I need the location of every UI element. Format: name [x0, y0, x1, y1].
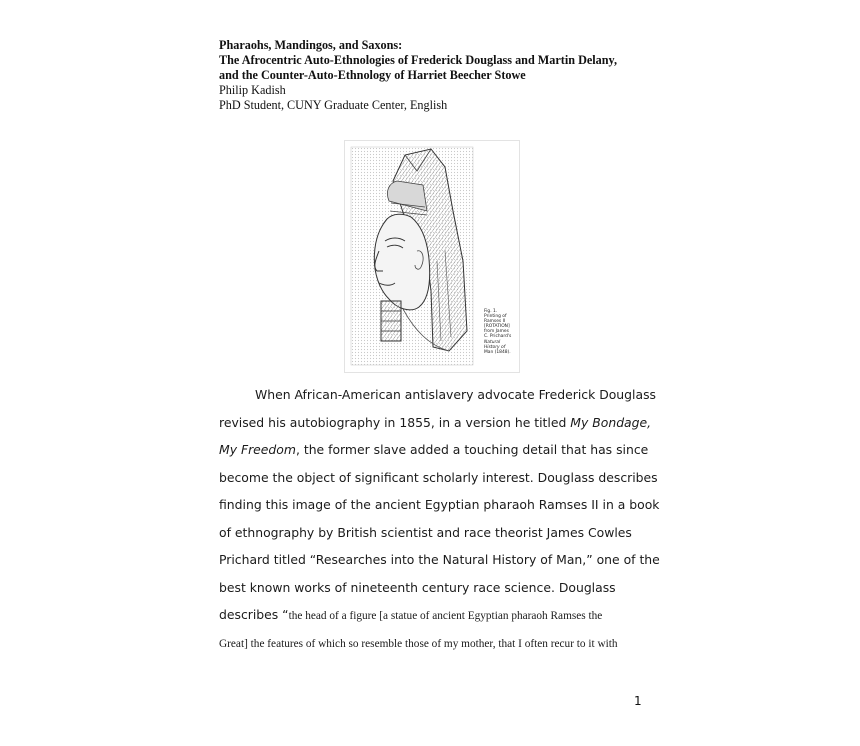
body-line-7: Prichard titled “Researches into the Natural History of Man,” one of the [219, 552, 660, 567]
body-line-5: finding this image of the ancient Egyptian pharaoh Ramses II in a book [219, 497, 660, 512]
caption-line: Man (1848). [484, 349, 511, 355]
title-line-2: The Afrocentric Auto-Ethnologies of Frederick Douglass and Martin Delany, [219, 53, 618, 67]
body-line-2 [219, 409, 652, 437]
body-line-9 [219, 601, 649, 631]
author-affiliation: PhD Student, CUNY Graduate Center, English [219, 98, 448, 112]
figure-caption [484, 309, 518, 355]
caption-line: Natural [484, 339, 501, 345]
quotation-text: the head of a figure [a statue of ancient Egyptian pharaoh Ramses the [288, 610, 603, 622]
body-line-6: of ethnography by British scientist and race theorist James Cowles [219, 524, 632, 540]
document-header [219, 38, 659, 113]
body-line-4: become the object of significant scholarly interest. Douglass describes [219, 469, 658, 485]
body-line-2-text: revised his autobiography in 1855, in a version he titled [219, 414, 571, 430]
body-line-3 [219, 436, 649, 464]
caption-line: [ROTATION] [484, 324, 510, 330]
caption-line: Ramses II [484, 319, 506, 325]
body-line-9-text: describes “ [219, 607, 289, 622]
quotation-line-10: Great] the features of which so resemble those of my mother, that I often recur to it with [219, 637, 618, 650]
body-line-1: When African-American antislavery advocate Frederick Douglass [255, 387, 656, 402]
body-line-8: best known works of nineteenth century race science. Douglass [219, 579, 616, 595]
book-title-part-2: My Freedom [219, 442, 296, 457]
title-line-3: and the Counter-Auto-Ethnology of Harriet Beecher Stowe [219, 68, 526, 82]
caption-line: Fig. 1. [484, 309, 498, 314]
page-number: 1 [634, 694, 642, 708]
caption-line: History of [484, 344, 506, 350]
title-line-1: Pharaohs, Mandingos, and Saxons: [219, 38, 403, 52]
caption-line: C. Prichard's [484, 334, 512, 340]
book-title-part-1: My Bondage, [570, 414, 652, 430]
author-name: Philip Kadish [219, 83, 286, 97]
caption-line: from James [484, 329, 509, 335]
body-text [219, 381, 660, 658]
caption-line: Printing of [484, 314, 507, 320]
body-line-3-text: , the former slave added a touching detail that has since [295, 442, 649, 457]
